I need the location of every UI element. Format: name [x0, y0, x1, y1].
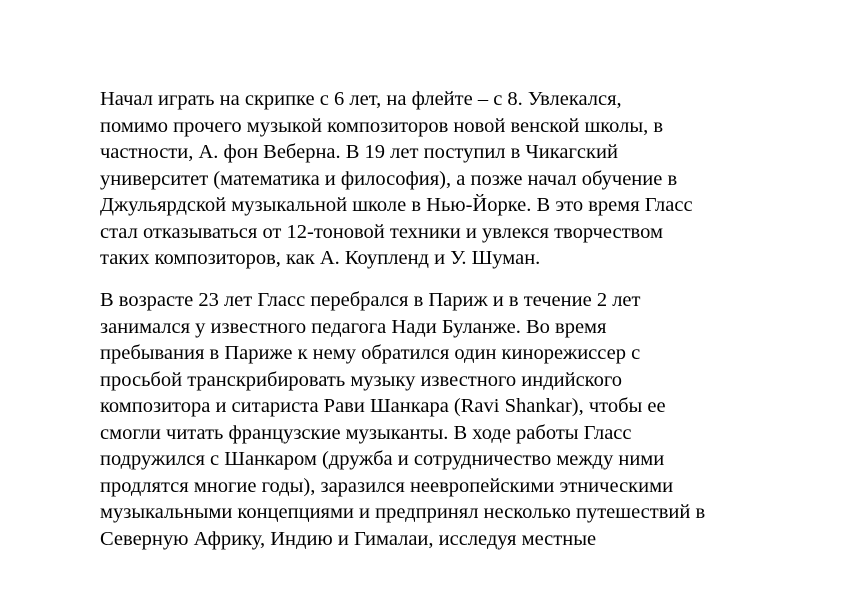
- paragraph-line: смогли читать французские музыканты. В ходе работы Гласс: [100, 421, 632, 444]
- paragraph-line: пребывания в Париже к нему обратился один кинорежиссер с: [100, 342, 641, 364]
- paragraph-line: Начал играть на скрипке с 6 лет, на флейте – с 8. Увлекался,: [100, 88, 622, 110]
- paragraph-line: занимался у известного педагога Нади Буланже. Во время: [100, 315, 607, 338]
- paragraph-line: частности, А. фон Веберна. В 19 лет поступил в Чикагский: [100, 141, 618, 163]
- paragraph-1: [100, 86, 740, 272]
- paragraph-line: помимо прочего музыкой композиторов новой венской школы, в: [100, 114, 664, 137]
- paragraph-line: музыкальными концепциями и предпринял несколько путешествий в: [100, 501, 706, 523]
- paragraph-line: композитора и ситариста Рави Шанкара (Ravi Shankar), чтобы ее: [100, 395, 666, 417]
- paragraph-line: подружился с Шанкаром (дружба и сотрудничество между ними: [100, 448, 665, 470]
- paragraph-line: Северную Африку, Индию и Гималаи, исследуя местные: [100, 527, 597, 550]
- paragraph-line: университет (математика и философия), а позже начал обучение в: [100, 167, 678, 190]
- paragraph-line: таких композиторов, как А. Коупленд и У. Шуман.: [100, 247, 541, 269]
- paragraph-line: Джульярдской музыкальной школе в Нью-Йорке. В это время Гласс: [100, 194, 693, 216]
- paragraph-line: продлятся многие годы), заразился неевропейскими этническими: [100, 474, 674, 497]
- paragraph-line: В возрасте 23 лет Гласс перебрался в Париж и в течение 2 лет: [100, 289, 641, 311]
- paragraph-line: просьбой транскрибировать музыку известного индийского: [100, 368, 622, 391]
- paragraph-2: [100, 287, 740, 552]
- paragraph-line: стал отказываться от 12-тоновой техники и увлекся творчеством: [100, 220, 663, 243]
